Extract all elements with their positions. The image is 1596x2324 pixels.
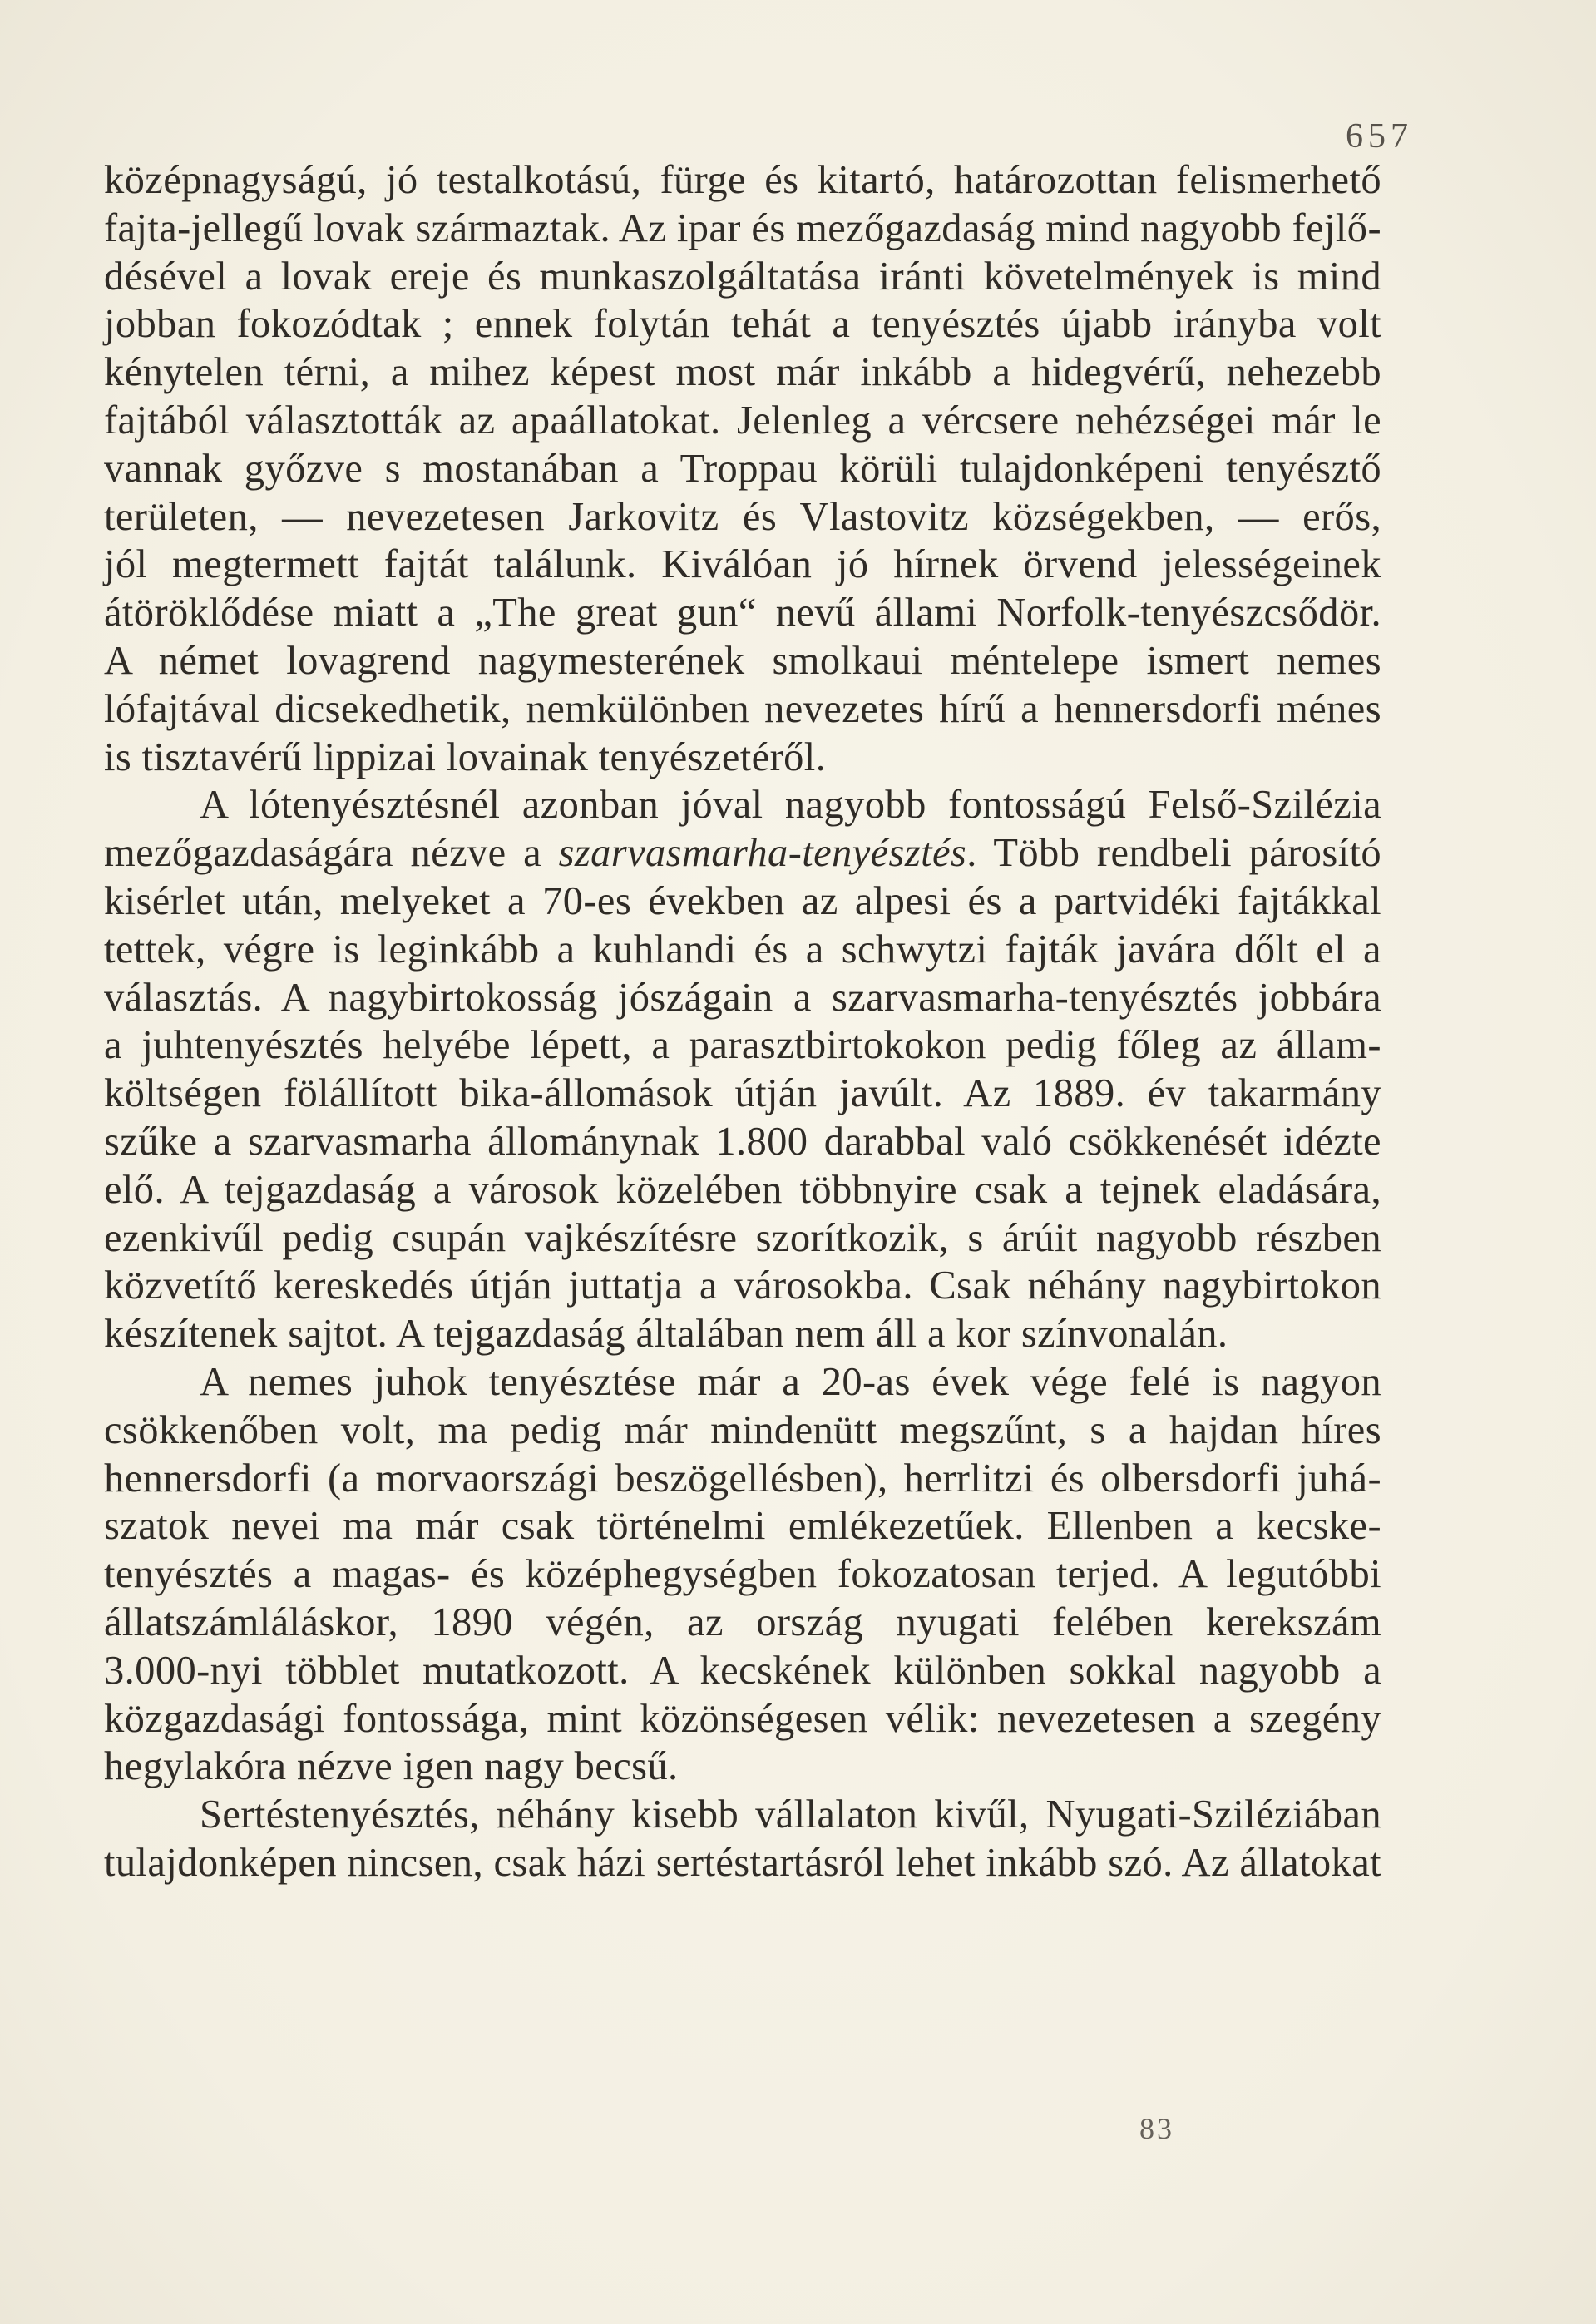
text-line: készítenek sajtot. A tejgazdaság általában nem áll a kor színvonalán. [104, 1312, 1228, 1357]
text-line: A német lovagrend nagymesterének smolkaui méntelepe ismert nemes [104, 638, 1381, 683]
text-line: Sertéstenyésztés, néhány kisebb vállalaton kivűl, Nyugati-Sziléziában [200, 1792, 1381, 1837]
text-line: átöröklődése miatt a „The great gun“ nevű állami Norfolk-tenyészcsődör. [104, 591, 1381, 635]
text-line: kénytelen térni, a mihez képest most már inkább a hidegvérű, nehezebb [104, 350, 1381, 395]
text-line: szatok nevei ma már csak történelmi emlékezetűek. Ellenben a kecske- [104, 1504, 1381, 1549]
text-line: vannak győzve s mostanában a Troppau körüli tulajdonképeni tenyésztő [104, 446, 1381, 491]
printer-signature-mark: 83 [1139, 2112, 1174, 2145]
text-line: ezenkivűl pedig csupán vajkészítésre szorítkozik, s árúit nagyobb részben [104, 1215, 1381, 1260]
text-line: választás. A nagybirtokosság jószágain a szarvasmarha-tenyésztés jobbára [104, 975, 1381, 1020]
text-line: hegylakóra nézve igen nagy becsű. [104, 1744, 679, 1789]
text-line: fajta-jellegű lovak származtak. Az ipar és mezőgazdaság mind nagyobb fejlő- [104, 205, 1381, 250]
text-line: állatszámláláskor, 1890 végén, az ország nyugati felében kerekszám [104, 1600, 1381, 1644]
text-line: A lótenyésztésnél azonban jóval nagyobb fontosságú Felső-Szilézia [200, 783, 1381, 828]
text-line: szűke a szarvasmarha állománynak 1.800 darabbal való csökkenését idézte [104, 1119, 1381, 1164]
text-line: lófajtával dicsekedhetik, nemkülönben nevezetes hírű a hennersdorfi ménes [104, 686, 1381, 731]
text-line: területen, — nevezetesen Jarkovitz és Vlastovitz községekben, — erős, [104, 494, 1381, 539]
text-line: is tisztavérű lippizai lovainak tenyészetéről. [104, 734, 827, 779]
text-line: tulajdonképen nincsen, csak házi sertéstartásról lehet inkább szó. Az állatokat [104, 1840, 1381, 1885]
text-line: désével a lovak ereje és munkaszolgáltatása iránti követelmények is mind [104, 254, 1381, 299]
text-line: költségen fölállított bika-állomások útján javúlt. Az 1889. év takarmány [104, 1071, 1381, 1116]
text-line: kisérlet után, melyeket a 70-es években az alpesi és a partvidéki fajtákkal [104, 878, 1381, 923]
text-line: közgazdasági fontossága, mint közönségesen vélik: nevezetesen a szegény [104, 1696, 1381, 1741]
text-line: tenyésztés a magas- és középhegységben fokozatosan terjed. A legutóbbi [104, 1552, 1381, 1597]
text-line: középnagyságú, jó testalkotású, fürge és kitartó, határozottan felismerhető [104, 158, 1381, 202]
text-line: csökkenőben volt, ma pedig már mindenütt megszűnt, s a hajdan híres [104, 1407, 1381, 1452]
text-line: mezőgazdaságára nézve a szarvasmarha-tenyésztés. Több rendbeli párosító [104, 831, 1381, 876]
body-text [104, 156, 1381, 1887]
text-line: jobban fokozódtak ; ennek folytán tehát a tenyésztés újabb irányba volt [104, 302, 1381, 347]
text-line: közvetítő kereskedés útján juttatja a városokba. Csak néhány nagybirtokon [104, 1263, 1381, 1308]
text-line: jól megtermett fajtát találunk. Kiválóan jó hírnek örvend jelességeinek [104, 542, 1381, 587]
text-line: a juhtenyésztés helyébe lépett, a parasztbirtokokon pedig főleg az állam- [104, 1023, 1381, 1068]
text-line: 3.000-nyi többlet mutatkozott. A kecskének különben sokkal nagyobb a [104, 1648, 1381, 1693]
text-line: tettek, végre is leginkább a kuhlandi és a schwytzi fajták javára dőlt el a [104, 927, 1381, 972]
page-number: 657 [1346, 117, 1413, 156]
text-line: elő. A tejgazdaság a városok közelében többnyire csak a tejnek eladására, [104, 1167, 1381, 1212]
text-line: fajtából választották az apaállatokat. Jelenleg a vércsere nehézségei már le [104, 398, 1381, 443]
italic-term: szarvasmarha-tenyésztés [558, 831, 967, 876]
text-line: A nemes juhok tenyésztése már a 20-as évek vége felé is nagyon [200, 1359, 1381, 1404]
text-line: hennersdorfi (a morvaországi beszögellésben), herrlitzi és olbersdorfi juhá- [104, 1456, 1381, 1501]
